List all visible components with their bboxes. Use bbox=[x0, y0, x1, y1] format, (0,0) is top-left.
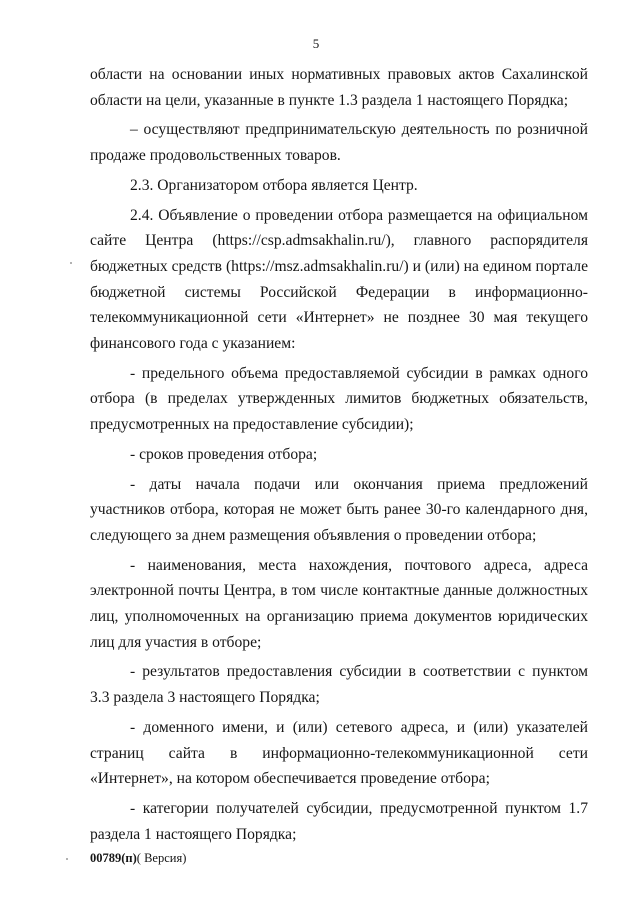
paragraph-2-4: 2.4. Объявление о проведении отбора размещается на официальном сайте Центра (https://csp.admsakhalin.ru/), главного распорядителя бюджетных средств (https://msz.admsakhalin.ru/) и (или) на едином портале бюджетной системы Российской Федерации в информационно-телекоммуникационной сети «Интернет» не позднее 30 мая текущего финансового года с указанием: bbox=[90, 206, 588, 353]
document-version: ( Версия) bbox=[136, 851, 187, 865]
list-item-subsidy-results: - результатов предоставления субсидии в соответствии с пунктом 3.3 раздела 3 настоящего Порядка; bbox=[90, 663, 588, 707]
paragraph-retail-clause: – осуществляют предпринимательскую деятельность по розничной продаже продовольственных товаров. bbox=[90, 121, 588, 165]
list-item-selection-terms: - сроков проведения отбора; bbox=[130, 445, 318, 463]
document-footer bbox=[90, 851, 186, 866]
list-item-recipient-category: - категории получателей субсидии, предусмотренной пунктом 1.7 раздела 1 настоящего Порядка; bbox=[90, 799, 588, 843]
list-item-submission-dates: - даты начала подачи или окончания приема предложений участников отбора, которая не может быть ранее 30-го календарного дня, следующего за днем размещения объявления о проведении отбора; bbox=[90, 475, 588, 544]
paragraph-2-3: 2.3. Организатором отбора является Центр. bbox=[130, 176, 418, 194]
document-body bbox=[90, 62, 588, 847]
scan-speck bbox=[70, 262, 72, 264]
page-number: 5 bbox=[312, 36, 320, 51]
document-code: 00789(п) bbox=[90, 851, 137, 865]
paragraph-continuation: области на основании иных нормативных правовых актов Сахалинской области на цели, указанные в пункте 1.3 раздела 1 настоящего Порядка; bbox=[90, 66, 588, 109]
list-item-subsidy-volume: - предельного объема предоставляемой субсидии в рамках одного отбора (в пределах утвержденных лимитов бюджетных обязательств, предусмотренных на предоставление субсидии); bbox=[90, 364, 588, 434]
list-item-domain-name: - доменного имени, и (или) сетевого адреса, и (или) указателей страниц сайта в информационно-телекоммуникационной сети «Интернет», на котором обеспечивается проведение отбора; bbox=[90, 718, 588, 788]
list-item-center-contacts: - наименования, места нахождения, почтового адреса, адреса электронной почты Центра, в том числе контактные данные должностных лиц, уполномоченных на организацию приема документов юридических лиц для участия в отборе; bbox=[90, 556, 588, 651]
scan-speck bbox=[66, 858, 68, 860]
